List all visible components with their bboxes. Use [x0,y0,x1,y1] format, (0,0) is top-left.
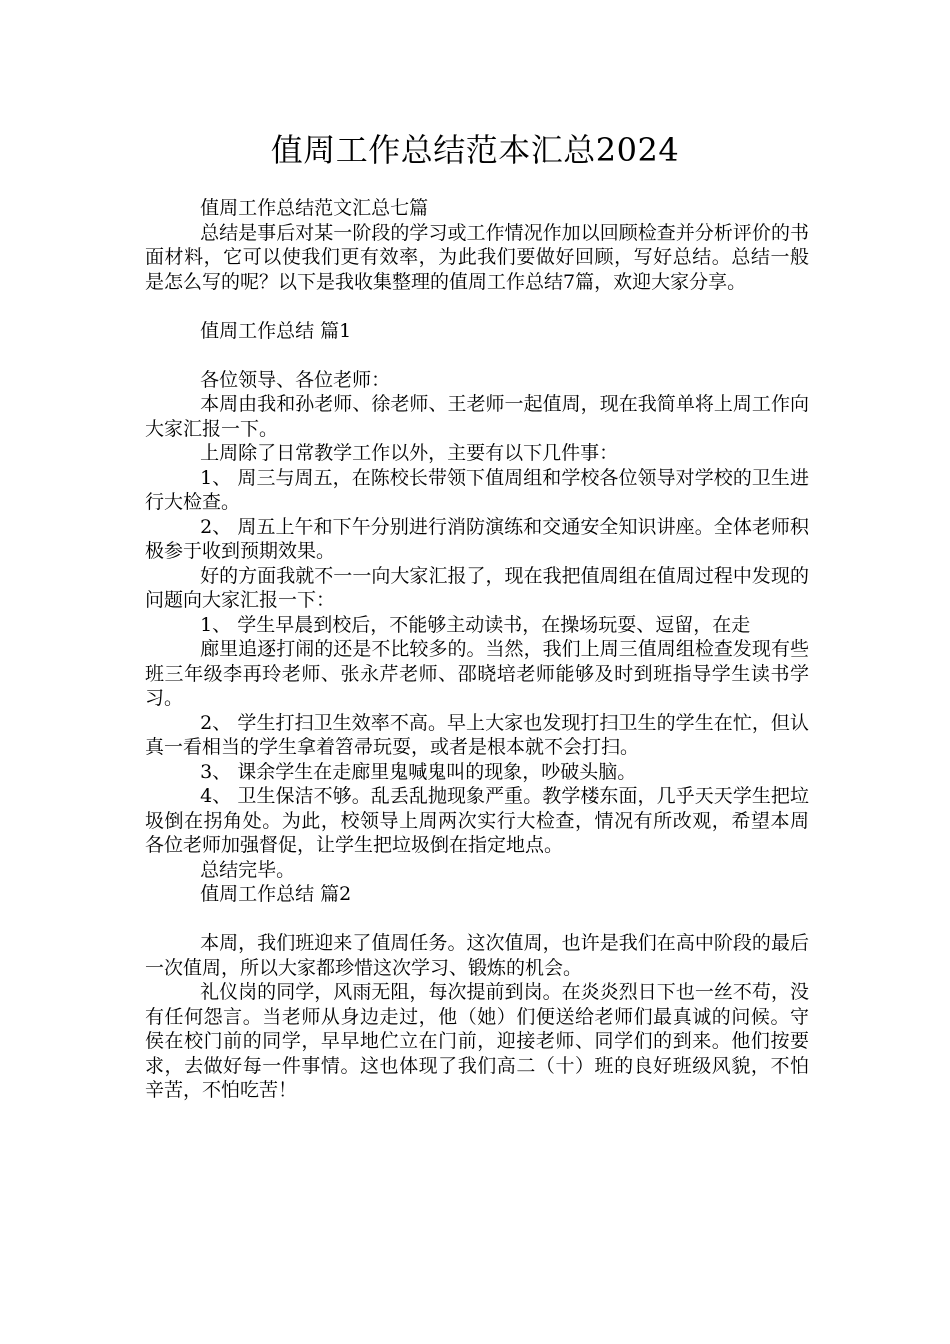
section-heading: 值周工作总结 篇2 [200,883,352,905]
paragraph: 2、 学生打扫卫生效率不高。早上大家也发现打扫卫生的学生在忙，但认真一看相当的学生拿着笤帚玩耍，或者是根本就不会打扫。 [145,711,809,758]
blank-line [145,907,809,932]
paragraph: 值周工作总结范文汇总七篇 [200,197,429,219]
document-title: 值周工作总结范本汇总2024 [270,131,680,169]
paragraph: 各位领导、各位老师： [200,368,391,391]
paragraph: 3、 课余学生在走廊里鬼喊鬼叫的现象，吵破头脑。 [200,760,637,783]
paragraph: 4、 卫生保洁不够。乱丢乱抛现象严重。教学楼东面，几乎天天学生把垃圾倒在拐角处。为此，校领导上周两次实行大检查，情况有所改观，希望本周各位老师加强督促，让学生把垃圾倒在指定地点。 [145,785,809,856]
paragraph: 好的方面我就不一一向大家汇报了，现在我把值周组在值周过程中发现的问题向大家汇报一下： [145,564,809,611]
paragraph: 礼仪岗的同学，风雨无阻，每次提前到岗。在炎炎烈日下也一丝不苟，没有任何怨言。当老师从身边走过，他（她）们便送给老师们最真诚的问候。守侯在校门前的同学，早早地伫立在门前，迎接老师、同学们的到来。他们按要求，去做好每一件事情。这也体现了我们高二（十）班的良好班级风貌，不怕辛苦，不怕吃苦！ [145,981,809,1101]
section-heading: 值周工作总结 篇1 [200,319,352,342]
paragraph: 总结完毕。 [200,858,296,881]
paragraph: 上周除了日常教学工作以外，主要有以下几件事： [200,442,619,464]
document-body [145,196,809,1103]
paragraph: 廊里追逐打闹的还是不比较多的。当然，我们上周三值周组检查发现有些班三年级李再玲老师、张永芹老师、邵晓培老师能够及时到班指导学生读书学习。 [145,638,809,709]
paragraph: 1、 学生早晨到校后，不能够主动读书，在操场玩耍、逗留，在走 [200,613,751,636]
paragraph: 1、 周三与周五，在陈校长带领下值周组和学校各位领导对学校的卫生进行大检查。 [145,466,809,513]
paragraph: 2、 周五上午和下午分别进行消防演练和交通安全知识讲座。全体老师积极参于收到预期效果。 [145,515,809,562]
blank-line [145,343,809,368]
paragraph: 本周由我和孙老师、徐老师、王老师一起值周，现在我简单将上周工作向大家汇报一下。 [145,393,809,440]
paragraph: 总结是事后对某一阶段的学习或工作情况作加以回顾检查并分析评价的书面材料，它可以使我们更有效率，为此我们要做好回顾，写好总结。总结一般是怎么写的呢？以下是我收集整理的值周工作总结7篇，欢迎大家分享。 [145,221,809,293]
paragraph: 本周，我们班迎来了值周任务。这次值周，也许是我们在高中阶段的最后一次值周，所以大家都珍惜这次学习、锻炼的机会。 [145,932,809,979]
blank-line [145,294,809,319]
